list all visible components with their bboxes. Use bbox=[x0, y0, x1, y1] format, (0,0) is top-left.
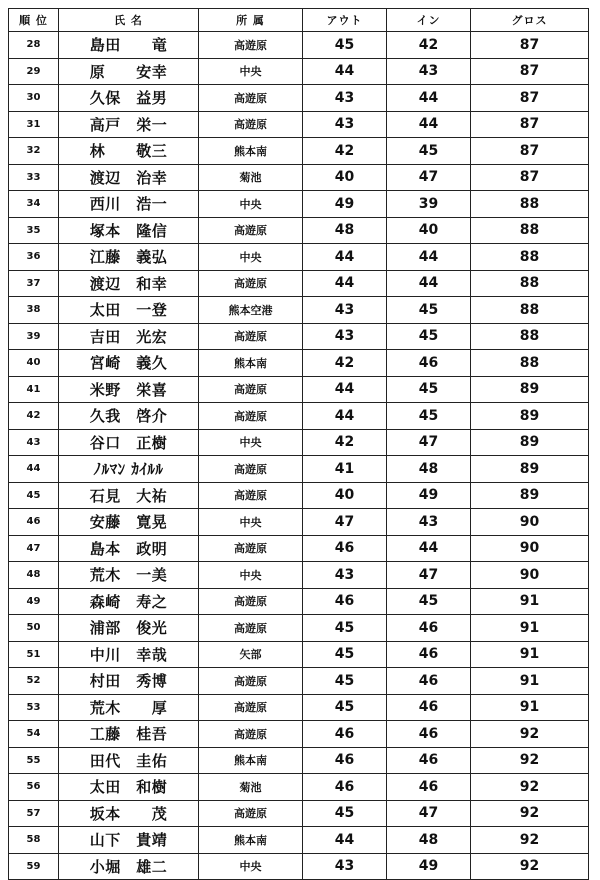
table-row bbox=[9, 774, 589, 801]
name-cell: 吉田 光宏 bbox=[59, 323, 199, 350]
gross-score-cell: 91 bbox=[471, 668, 589, 695]
in-score-cell: 45 bbox=[387, 403, 471, 430]
rank-cell: 33 bbox=[9, 164, 59, 191]
gross-header: グロス bbox=[471, 9, 589, 32]
in-score-cell: 46 bbox=[387, 350, 471, 377]
in-score-cell: 45 bbox=[387, 297, 471, 324]
out-score-cell: 45 bbox=[303, 668, 387, 695]
in-score-cell: 42 bbox=[387, 32, 471, 59]
out-score-cell: 49 bbox=[303, 191, 387, 218]
gross-score-cell: 91 bbox=[471, 615, 589, 642]
affiliation-cell: 矢部 bbox=[199, 641, 303, 668]
out-score-cell: 42 bbox=[303, 138, 387, 165]
affiliation-cell: 中央 bbox=[199, 429, 303, 456]
gross-score-cell: 92 bbox=[471, 774, 589, 801]
table-body bbox=[9, 32, 589, 880]
rank-cell: 50 bbox=[9, 615, 59, 642]
in-score-cell: 48 bbox=[387, 827, 471, 854]
table-row bbox=[9, 270, 589, 297]
in-score-cell: 46 bbox=[387, 615, 471, 642]
in-score-cell: 48 bbox=[387, 456, 471, 483]
in-score-cell: 47 bbox=[387, 429, 471, 456]
out-score-cell: 42 bbox=[303, 429, 387, 456]
name-cell: 安藤 寛晃 bbox=[59, 509, 199, 536]
gross-score-cell: 87 bbox=[471, 58, 589, 85]
name-cell: 山下 貴靖 bbox=[59, 827, 199, 854]
out-score-cell: 45 bbox=[303, 641, 387, 668]
out-score-cell: 46 bbox=[303, 721, 387, 748]
out-score-cell: 44 bbox=[303, 376, 387, 403]
table-row bbox=[9, 615, 589, 642]
affiliation-cell: 高遊原 bbox=[199, 32, 303, 59]
rank-cell: 35 bbox=[9, 217, 59, 244]
gross-score-cell: 87 bbox=[471, 85, 589, 112]
affiliation-cell: 高遊原 bbox=[199, 403, 303, 430]
rank-cell: 51 bbox=[9, 641, 59, 668]
affiliation-cell: 高遊原 bbox=[199, 535, 303, 562]
rank-cell: 34 bbox=[9, 191, 59, 218]
table-row bbox=[9, 853, 589, 880]
table-row bbox=[9, 800, 589, 827]
rank-cell: 52 bbox=[9, 668, 59, 695]
rank-cell: 45 bbox=[9, 482, 59, 509]
table-row bbox=[9, 111, 589, 138]
out-header: アウト bbox=[303, 9, 387, 32]
affiliation-cell: 熊本南 bbox=[199, 747, 303, 774]
in-score-cell: 46 bbox=[387, 747, 471, 774]
name-cell: 荒木 厚 bbox=[59, 694, 199, 721]
name-cell: 渡辺 治幸 bbox=[59, 164, 199, 191]
name-cell: 高戸 栄一 bbox=[59, 111, 199, 138]
rank-cell: 44 bbox=[9, 456, 59, 483]
name-cell: 中川 幸哉 bbox=[59, 641, 199, 668]
affiliation-cell: 高遊原 bbox=[199, 694, 303, 721]
table-row bbox=[9, 562, 589, 589]
rank-cell: 38 bbox=[9, 297, 59, 324]
out-score-cell: 45 bbox=[303, 615, 387, 642]
rank-cell: 54 bbox=[9, 721, 59, 748]
table-row bbox=[9, 827, 589, 854]
name-cell: 渡辺 和幸 bbox=[59, 270, 199, 297]
gross-score-cell: 88 bbox=[471, 297, 589, 324]
name-cell: 田代 圭佑 bbox=[59, 747, 199, 774]
affiliation-cell: 中央 bbox=[199, 509, 303, 536]
table-row bbox=[9, 747, 589, 774]
in-score-cell: 47 bbox=[387, 164, 471, 191]
rank-cell: 39 bbox=[9, 323, 59, 350]
in-score-cell: 45 bbox=[387, 588, 471, 615]
gross-score-cell: 92 bbox=[471, 721, 589, 748]
gross-score-cell: 91 bbox=[471, 694, 589, 721]
affiliation-cell: 高遊原 bbox=[199, 85, 303, 112]
in-score-cell: 45 bbox=[387, 138, 471, 165]
table-row bbox=[9, 85, 589, 112]
rank-cell: 30 bbox=[9, 85, 59, 112]
gross-score-cell: 92 bbox=[471, 827, 589, 854]
in-score-cell: 49 bbox=[387, 482, 471, 509]
rank-cell: 40 bbox=[9, 350, 59, 377]
table-row bbox=[9, 191, 589, 218]
in-score-cell: 49 bbox=[387, 853, 471, 880]
affiliation-cell: 中央 bbox=[199, 244, 303, 271]
out-score-cell: 46 bbox=[303, 535, 387, 562]
in-score-cell: 45 bbox=[387, 376, 471, 403]
gross-score-cell: 89 bbox=[471, 456, 589, 483]
out-score-cell: 44 bbox=[303, 270, 387, 297]
affiliation-cell: 菊池 bbox=[199, 164, 303, 191]
out-score-cell: 44 bbox=[303, 244, 387, 271]
affiliation-cell: 高遊原 bbox=[199, 721, 303, 748]
name-cell: 森崎 寿之 bbox=[59, 588, 199, 615]
gross-score-cell: 91 bbox=[471, 641, 589, 668]
rank-cell: 56 bbox=[9, 774, 59, 801]
results-table bbox=[8, 8, 589, 880]
rank-header: 順 位 bbox=[9, 9, 59, 32]
affiliation-cell: 中央 bbox=[199, 58, 303, 85]
in-score-cell: 44 bbox=[387, 85, 471, 112]
out-score-cell: 43 bbox=[303, 562, 387, 589]
name-cell: 宮崎 義久 bbox=[59, 350, 199, 377]
name-cell: ﾉﾙﾏﾝ ｶｲﾙﾙ bbox=[59, 456, 199, 483]
gross-score-cell: 88 bbox=[471, 323, 589, 350]
table-row bbox=[9, 694, 589, 721]
rank-cell: 42 bbox=[9, 403, 59, 430]
name-cell: 島本 政明 bbox=[59, 535, 199, 562]
rank-cell: 47 bbox=[9, 535, 59, 562]
affiliation-header: 所 属 bbox=[199, 9, 303, 32]
in-score-cell: 40 bbox=[387, 217, 471, 244]
affiliation-cell: 高遊原 bbox=[199, 323, 303, 350]
name-cell: 太田 一登 bbox=[59, 297, 199, 324]
table-row bbox=[9, 217, 589, 244]
out-score-cell: 43 bbox=[303, 297, 387, 324]
in-score-cell: 46 bbox=[387, 774, 471, 801]
rank-cell: 48 bbox=[9, 562, 59, 589]
in-score-cell: 44 bbox=[387, 244, 471, 271]
gross-score-cell: 92 bbox=[471, 800, 589, 827]
in-score-cell: 46 bbox=[387, 641, 471, 668]
out-score-cell: 46 bbox=[303, 588, 387, 615]
out-score-cell: 44 bbox=[303, 58, 387, 85]
rank-cell: 55 bbox=[9, 747, 59, 774]
affiliation-cell: 高遊原 bbox=[199, 270, 303, 297]
out-score-cell: 42 bbox=[303, 350, 387, 377]
gross-score-cell: 89 bbox=[471, 376, 589, 403]
affiliation-cell: 高遊原 bbox=[199, 456, 303, 483]
rank-cell: 29 bbox=[9, 58, 59, 85]
out-score-cell: 43 bbox=[303, 111, 387, 138]
rank-cell: 37 bbox=[9, 270, 59, 297]
name-cell: 村田 秀博 bbox=[59, 668, 199, 695]
gross-score-cell: 87 bbox=[471, 164, 589, 191]
name-cell: 米野 栄喜 bbox=[59, 376, 199, 403]
table-row bbox=[9, 588, 589, 615]
gross-score-cell: 89 bbox=[471, 482, 589, 509]
out-score-cell: 44 bbox=[303, 827, 387, 854]
header-row bbox=[9, 9, 589, 32]
name-cell: 荒木 一美 bbox=[59, 562, 199, 589]
in-score-cell: 46 bbox=[387, 721, 471, 748]
rank-cell: 36 bbox=[9, 244, 59, 271]
rank-cell: 49 bbox=[9, 588, 59, 615]
out-score-cell: 45 bbox=[303, 694, 387, 721]
gross-score-cell: 89 bbox=[471, 429, 589, 456]
rank-cell: 58 bbox=[9, 827, 59, 854]
table-row bbox=[9, 403, 589, 430]
name-header: 氏 名 bbox=[59, 9, 199, 32]
out-score-cell: 44 bbox=[303, 403, 387, 430]
name-cell: 坂本 茂 bbox=[59, 800, 199, 827]
name-cell: 小堀 雄二 bbox=[59, 853, 199, 880]
affiliation-cell: 高遊原 bbox=[199, 111, 303, 138]
name-cell: 西川 浩一 bbox=[59, 191, 199, 218]
name-cell: 工藤 桂吾 bbox=[59, 721, 199, 748]
name-cell: 久保 益男 bbox=[59, 85, 199, 112]
table-row bbox=[9, 350, 589, 377]
affiliation-cell: 熊本南 bbox=[199, 138, 303, 165]
name-cell: 江藤 義弘 bbox=[59, 244, 199, 271]
affiliation-cell: 熊本南 bbox=[199, 827, 303, 854]
rank-cell: 59 bbox=[9, 853, 59, 880]
gross-score-cell: 88 bbox=[471, 191, 589, 218]
out-score-cell: 41 bbox=[303, 456, 387, 483]
table-row bbox=[9, 58, 589, 85]
gross-score-cell: 88 bbox=[471, 217, 589, 244]
rank-cell: 53 bbox=[9, 694, 59, 721]
in-score-cell: 39 bbox=[387, 191, 471, 218]
gross-score-cell: 88 bbox=[471, 244, 589, 271]
name-cell: 谷口 正樹 bbox=[59, 429, 199, 456]
table-row bbox=[9, 641, 589, 668]
in-score-cell: 46 bbox=[387, 668, 471, 695]
table-row bbox=[9, 456, 589, 483]
gross-score-cell: 88 bbox=[471, 350, 589, 377]
in-score-cell: 44 bbox=[387, 535, 471, 562]
table-row bbox=[9, 297, 589, 324]
affiliation-cell: 高遊原 bbox=[199, 588, 303, 615]
out-score-cell: 40 bbox=[303, 164, 387, 191]
affiliation-cell: 高遊原 bbox=[199, 615, 303, 642]
affiliation-cell: 熊本南 bbox=[199, 350, 303, 377]
gross-score-cell: 90 bbox=[471, 562, 589, 589]
table-row bbox=[9, 323, 589, 350]
affiliation-cell: 高遊原 bbox=[199, 376, 303, 403]
in-score-cell: 47 bbox=[387, 562, 471, 589]
table-row bbox=[9, 138, 589, 165]
out-score-cell: 46 bbox=[303, 747, 387, 774]
gross-score-cell: 92 bbox=[471, 747, 589, 774]
name-cell: 塚本 隆信 bbox=[59, 217, 199, 244]
affiliation-cell: 高遊原 bbox=[199, 800, 303, 827]
name-cell: 島田 竜 bbox=[59, 32, 199, 59]
gross-score-cell: 91 bbox=[471, 588, 589, 615]
table-row bbox=[9, 376, 589, 403]
gross-score-cell: 87 bbox=[471, 32, 589, 59]
gross-score-cell: 90 bbox=[471, 535, 589, 562]
affiliation-cell: 中央 bbox=[199, 562, 303, 589]
gross-score-cell: 90 bbox=[471, 509, 589, 536]
out-score-cell: 47 bbox=[303, 509, 387, 536]
out-score-cell: 46 bbox=[303, 774, 387, 801]
name-cell: 太田 和樹 bbox=[59, 774, 199, 801]
gross-score-cell: 92 bbox=[471, 853, 589, 880]
in-score-cell: 47 bbox=[387, 800, 471, 827]
affiliation-cell: 高遊原 bbox=[199, 217, 303, 244]
gross-score-cell: 88 bbox=[471, 270, 589, 297]
in-score-cell: 44 bbox=[387, 270, 471, 297]
out-score-cell: 43 bbox=[303, 853, 387, 880]
gross-score-cell: 87 bbox=[471, 138, 589, 165]
in-score-cell: 43 bbox=[387, 509, 471, 536]
table-header bbox=[9, 9, 589, 32]
name-cell: 石見 大祐 bbox=[59, 482, 199, 509]
table-row bbox=[9, 164, 589, 191]
rank-cell: 43 bbox=[9, 429, 59, 456]
table-row bbox=[9, 429, 589, 456]
out-score-cell: 43 bbox=[303, 85, 387, 112]
in-score-cell: 44 bbox=[387, 111, 471, 138]
rank-cell: 57 bbox=[9, 800, 59, 827]
in-header: イン bbox=[387, 9, 471, 32]
gross-score-cell: 87 bbox=[471, 111, 589, 138]
out-score-cell: 45 bbox=[303, 32, 387, 59]
rank-cell: 32 bbox=[9, 138, 59, 165]
gross-score-cell: 89 bbox=[471, 403, 589, 430]
out-score-cell: 48 bbox=[303, 217, 387, 244]
table-row bbox=[9, 668, 589, 695]
affiliation-cell: 中央 bbox=[199, 191, 303, 218]
rank-cell: 41 bbox=[9, 376, 59, 403]
in-score-cell: 43 bbox=[387, 58, 471, 85]
name-cell: 原 安幸 bbox=[59, 58, 199, 85]
table-row bbox=[9, 32, 589, 59]
out-score-cell: 45 bbox=[303, 800, 387, 827]
rank-cell: 46 bbox=[9, 509, 59, 536]
out-score-cell: 40 bbox=[303, 482, 387, 509]
rank-cell: 28 bbox=[9, 32, 59, 59]
name-cell: 久我 啓介 bbox=[59, 403, 199, 430]
in-score-cell: 46 bbox=[387, 694, 471, 721]
table-row bbox=[9, 535, 589, 562]
affiliation-cell: 熊本空港 bbox=[199, 297, 303, 324]
affiliation-cell: 菊池 bbox=[199, 774, 303, 801]
affiliation-cell: 高遊原 bbox=[199, 668, 303, 695]
in-score-cell: 45 bbox=[387, 323, 471, 350]
table-row bbox=[9, 721, 589, 748]
rank-cell: 31 bbox=[9, 111, 59, 138]
affiliation-cell: 中央 bbox=[199, 853, 303, 880]
name-cell: 浦部 俊光 bbox=[59, 615, 199, 642]
table-row bbox=[9, 482, 589, 509]
name-cell: 林 敬三 bbox=[59, 138, 199, 165]
affiliation-cell: 高遊原 bbox=[199, 482, 303, 509]
table-row bbox=[9, 244, 589, 271]
out-score-cell: 43 bbox=[303, 323, 387, 350]
table-row bbox=[9, 509, 589, 536]
